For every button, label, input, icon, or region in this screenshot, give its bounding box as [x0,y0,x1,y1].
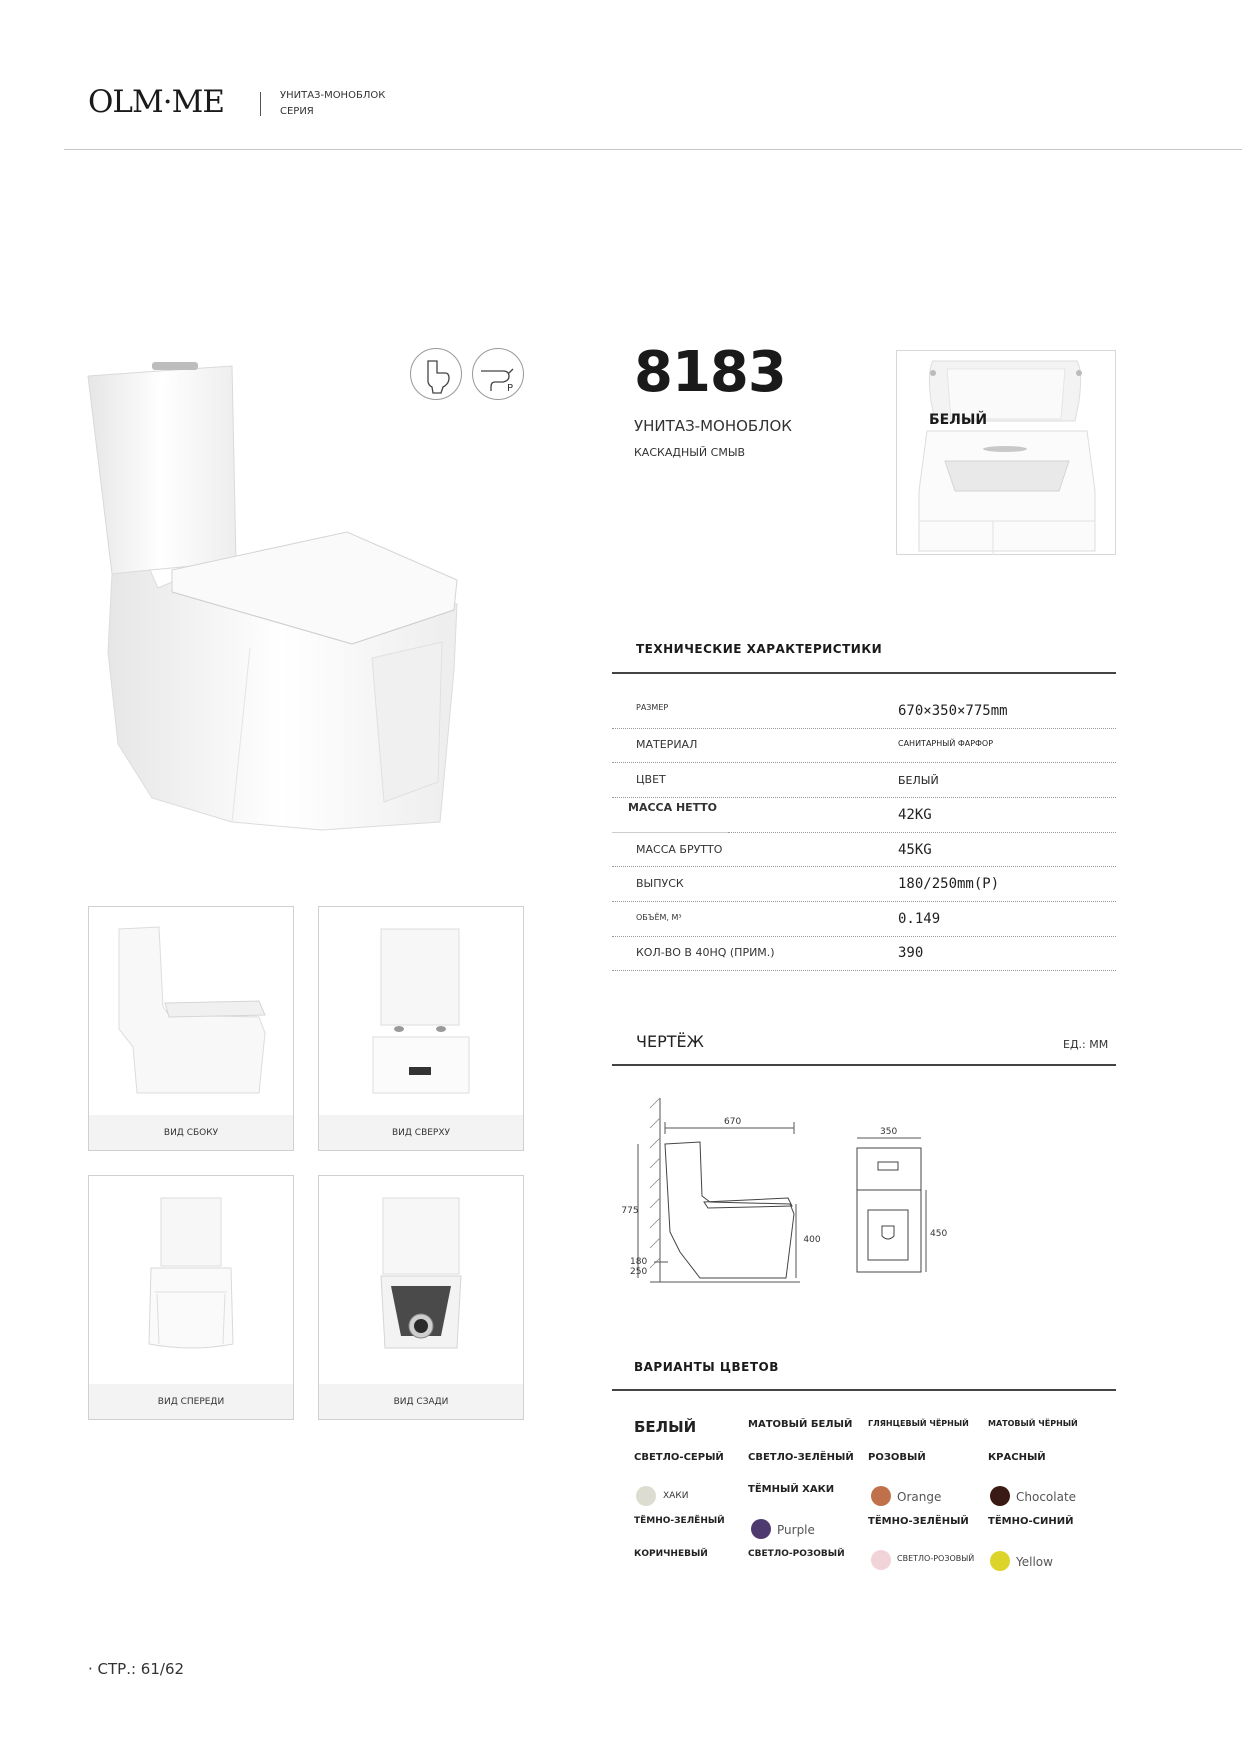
color-option: МАТОВЫЙ БЕЛЫЙ [748,1419,853,1430]
spec-divider [612,936,1116,937]
spec-label-container-qty: КОЛ-ВО В 40HQ (ПРИМ.) [636,946,775,959]
page-number: · СТР.: 61/62 [88,1660,185,1678]
main-product-image [82,352,477,838]
spec-value-color: БЕЛЫЙ [898,774,939,787]
svg-text:670: 670 [724,1117,742,1127]
flush-type: КАСКАДНЫЙ СМЫВ [634,446,746,459]
color-preview-label: БЕЛЫЙ [929,412,988,428]
spec-label-net-weight: МАССА НЕТТО [628,801,718,814]
swatch-yellow [990,1551,1010,1571]
spec-divider [728,832,1116,833]
color-option: Orange [897,1490,942,1504]
svg-text:400: 400 [803,1235,821,1245]
p-trap-outlet-icon [472,348,524,400]
header-category: УНИТАЗ-МОНОБЛОК [280,90,386,101]
gallery-caption: ВИД СПЕРЕДИ [157,1397,225,1407]
spec-value-size: 670×350×775mm [898,703,1008,719]
spec-divider [612,797,1116,798]
drawing-unit: ЕД.: ММ [1063,1038,1109,1051]
spec-divider [612,762,1116,763]
gallery-caption: ВИД СВЕРХУ [391,1128,451,1138]
svg-text:P: P [507,383,514,394]
swatch-light-pink [871,1550,891,1570]
swatch-chocolate [990,1486,1010,1506]
gallery-caption: ВИД СЗАДИ [393,1397,449,1407]
gallery-back-view [318,1175,524,1420]
spec-value-net-weight: 42KG [898,807,932,823]
svg-text:180: 180 [630,1257,648,1267]
spec-label-material: МАТЕРИАЛ [636,738,698,751]
spec-label-volume: ОБЪЁМ, М³ [636,913,682,922]
spec-label-size: РАЗМЕР [636,703,669,712]
specs-title: ТЕХНИЧЕСКИЕ ХАРАКТЕРИСТИКИ [636,642,883,656]
model-number: 8183 [634,340,786,405]
color-option: СВЕТЛО-ЗЕЛЁНЫЙ [748,1452,854,1463]
swatch-purple [751,1519,771,1539]
spec-label-outlet: ВЫПУСК [636,877,684,890]
spec-value-container-qty: 390 [898,945,924,961]
spec-divider [612,970,1116,971]
svg-text:775: 775 [621,1206,639,1216]
gallery-side-view [88,906,294,1151]
spec-divider [612,832,728,833]
color-option: КОРИЧНЕВЫЙ [634,1549,708,1559]
colors-title: ВАРИАНТЫ ЦВЕТОВ [634,1360,779,1374]
color-option: БЕЛЫЙ [634,1418,697,1436]
colors-rule [612,1389,1116,1391]
color-option: ГЛЯНЦЕВЫЙ ЧЁРНЫЙ [868,1419,969,1428]
one-piece-toilet-icon [410,348,462,400]
color-option: ТЁМНО-ЗЕЛЁНЫЙ [868,1516,969,1527]
spec-value-material: САНИТАРНЫЙ ФАРФОР [898,739,994,748]
color-option: Yellow [1016,1555,1053,1569]
product-type: УНИТАЗ-МОНОБЛОК [634,417,792,435]
color-option: Chocolate [1016,1490,1077,1504]
gallery-caption: ВИД СБОКУ [163,1128,219,1138]
color-option: СВЕТЛО-РОЗОВЫЙ [897,1554,975,1563]
spec-value-volume: 0.149 [898,911,941,927]
svg-text:450: 450 [930,1229,948,1239]
color-option: РОЗОВЫЙ [868,1452,926,1463]
color-option: СВЕТЛО-РОЗОВЫЙ [748,1549,845,1559]
swatch-khaki [636,1486,656,1506]
swatch-orange [871,1486,891,1506]
color-option: Purple [777,1523,815,1537]
specs-rule [612,672,1116,674]
color-option: ХАКИ [663,1491,689,1501]
spec-value-gross-weight: 45KG [898,842,932,858]
svg-text:250: 250 [630,1267,648,1277]
spec-label-gross-weight: МАССА БРУТТО [636,843,723,856]
gallery-top-view [318,906,524,1151]
color-option: КРАСНЫЙ [988,1452,1046,1463]
spec-divider [612,866,1116,867]
color-option: МАТОВЫЙ ЧЁРНЫЙ [988,1419,1078,1428]
spec-label-color: ЦВЕТ [636,773,666,786]
gallery-front-view [88,1175,294,1420]
drawing-title: ЧЕРТЁЖ [636,1032,704,1051]
header-series: СЕРИЯ [280,106,314,117]
technical-drawing [610,1092,948,1292]
header-rule [64,149,1242,150]
color-preview-image [896,350,1116,555]
spec-value-outlet: 180/250mm(P) [898,876,1000,892]
color-option: СВЕТЛО-СЕРЫЙ [634,1452,724,1463]
drawing-rule [612,1064,1116,1066]
spec-divider [612,901,1116,902]
brand-logo: OLM·ME [88,84,224,120]
color-option: ТЁМНО-СИНИЙ [988,1516,1074,1527]
color-option: ТЁМНО-ЗЕЛЁНЫЙ [634,1516,725,1526]
svg-text:350: 350 [880,1127,898,1137]
spec-divider [612,728,1116,729]
color-option: ТЁМНЫЙ ХАКИ [748,1484,835,1495]
header-divider [260,92,261,116]
